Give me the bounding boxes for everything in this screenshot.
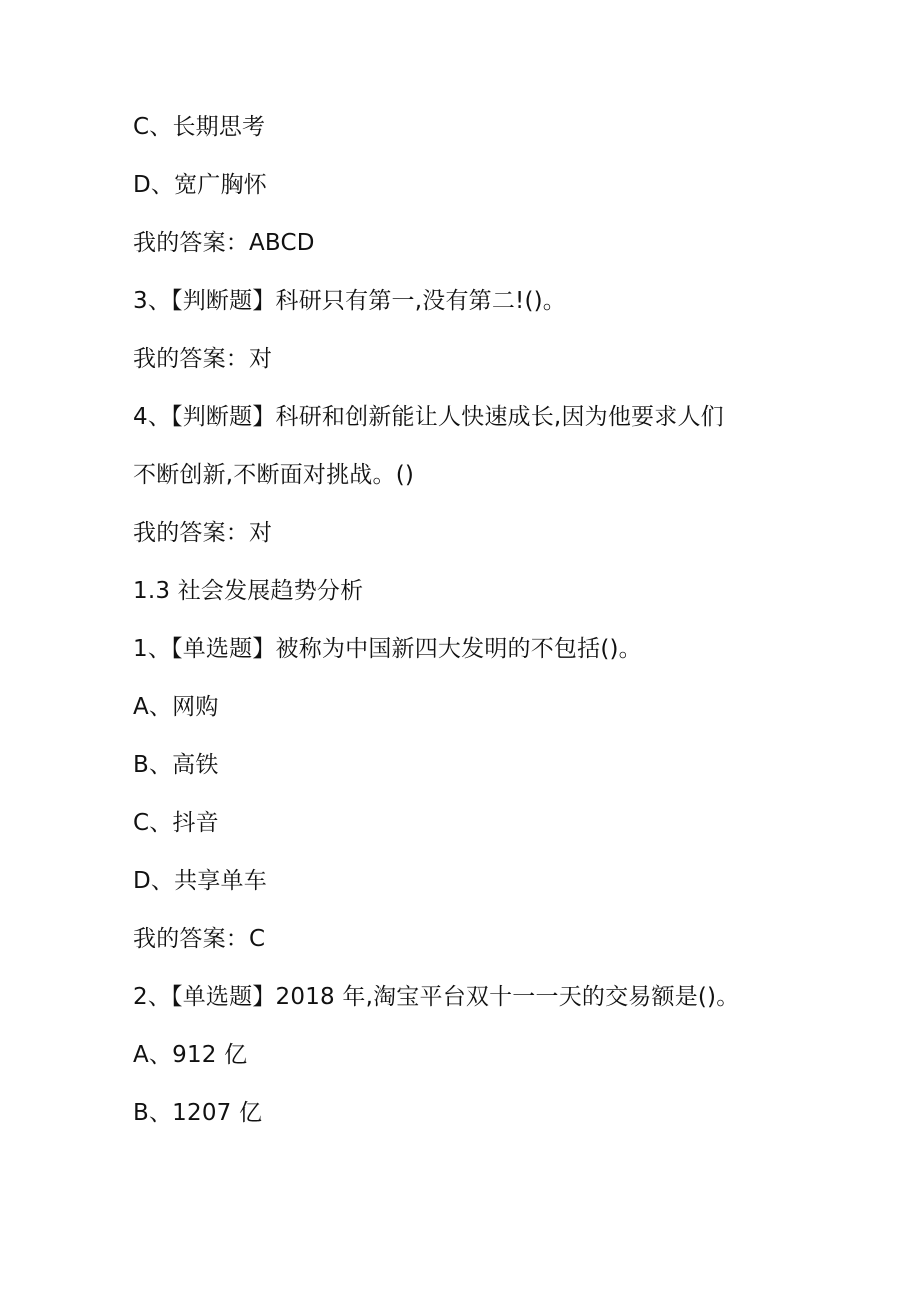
question-1-single-choice: 1、【单选题】被称为中国新四大发明的不包括()。 (133, 636, 642, 662)
my-answer-q3: 我的答案：对 (133, 346, 273, 372)
option-a-online-shopping: A、网购 (133, 694, 219, 720)
question-2-single-choice: 2、【单选题】2018 年,淘宝平台双十一一天的交易额是()。 (133, 984, 740, 1010)
option-d-broad-mind: D、宽广胸怀 (133, 172, 267, 198)
option-c-long-term-thinking: C、长期思考 (133, 114, 266, 140)
question-4-true-false-line2: 不断创新,不断面对挑战。() (133, 462, 415, 488)
section-heading: 1.3 社会发展趋势分析 (133, 578, 364, 604)
option-b-high-speed-rail: B、高铁 (133, 752, 219, 778)
question-3-true-false: 3、【判断题】科研只有第一,没有第二!()。 (133, 288, 567, 314)
my-answer-q2: 我的答案：ABCD (133, 230, 315, 256)
my-answer-q1: 我的答案：C (133, 926, 266, 952)
question-4-true-false-line1: 4、【判断题】科研和创新能让人快速成长,因为他要求人们 (133, 404, 724, 430)
option-d-shared-bikes: D、共享单车 (133, 868, 267, 894)
option-b-1207: B、1207 亿 (133, 1100, 263, 1126)
option-c-douyin: C、抖音 (133, 810, 219, 836)
option-a-912: A、912 亿 (133, 1042, 248, 1068)
my-answer-q4: 我的答案：对 (133, 520, 273, 546)
